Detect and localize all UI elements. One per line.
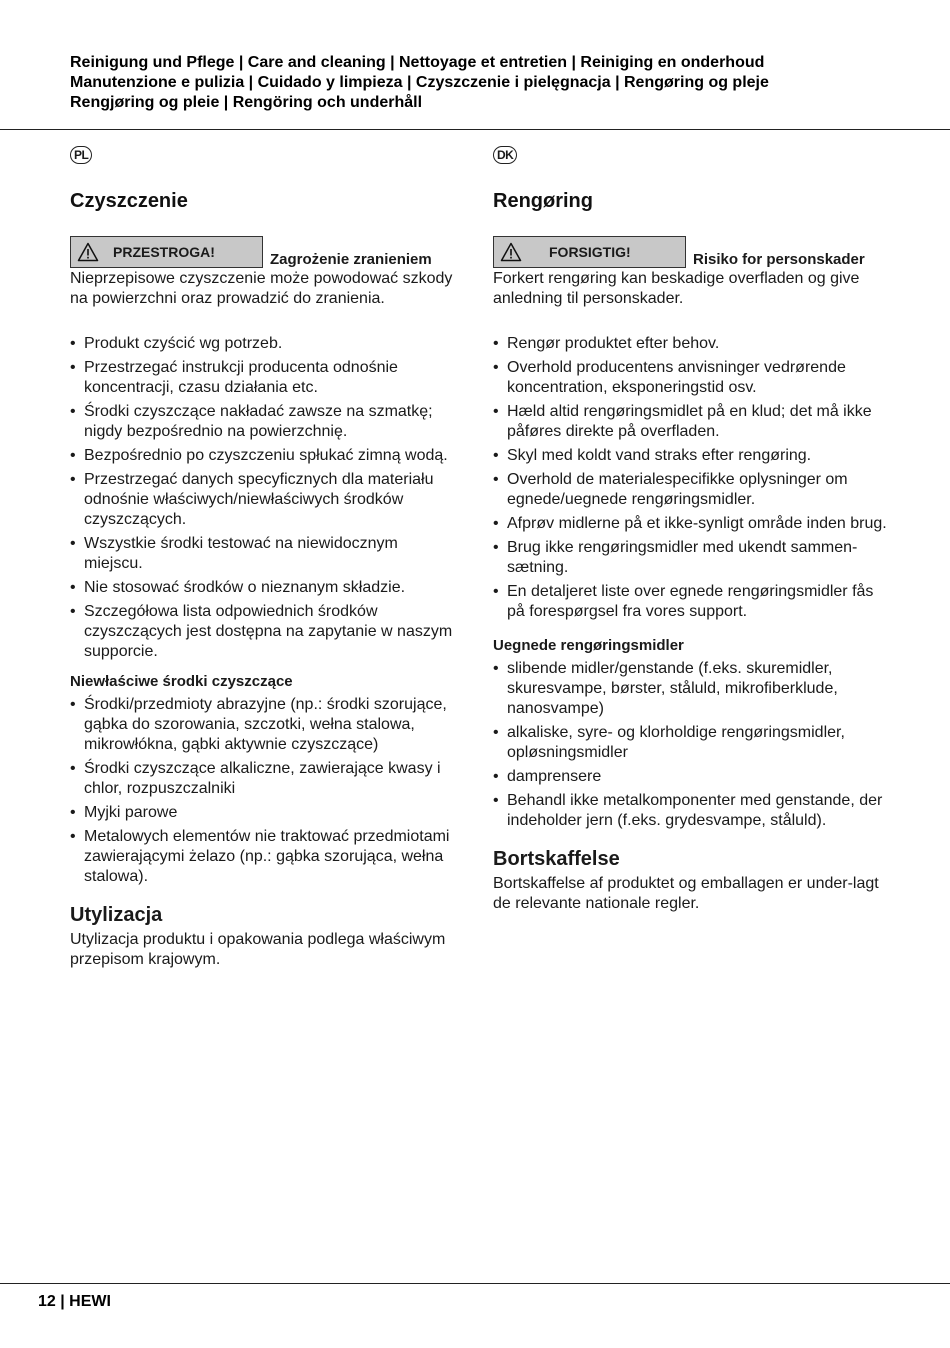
list-item: • damprensere <box>493 767 893 787</box>
header-divider <box>0 129 950 130</box>
disposal-text: Utylizacja produktu i opakowania podlega właściwym przepisom krajowym. <box>70 931 446 968</box>
list-item: • Metalowych elementów nie traktować przedmiotami zawierającymi żelazo (np.: gąbka szorująca, wełna stalowa). <box>70 827 460 887</box>
list-item: • Rengør produktet efter behov. <box>493 334 893 354</box>
header-line-3: Rengjøring og pleie | Rengöring och underhåll <box>70 94 423 111</box>
list-item: • Przestrzegać instrukcji producenta odnośnie koncentracji, czasu działania etc. <box>70 358 460 398</box>
warning-label: FORSIGTIG! <box>549 244 631 260</box>
list-item: • Afprøv midlerne på et ikke-synligt område inden brug. <box>493 514 893 534</box>
unsuitable-cleaners-list <box>70 695 460 887</box>
warning-triangle-icon <box>77 242 99 262</box>
column-dk <box>493 146 893 914</box>
list-item: • alkaliske, syre- og klorholdige rengøringsmidler, opløsningsmidler <box>493 723 893 763</box>
unsuitable-cleaners-list <box>493 659 893 831</box>
disposal-title: Bortskaffelse <box>493 848 620 870</box>
list-item: • Przestrzegać danych specyficznych dla materiału odnośnie właściwych/niewłaściwych środków czyszczących. <box>70 470 460 530</box>
list-item: • Środki/przedmioty abrazyjne (np.: środki szorujące, gąbka do szorowania, szczotki, wełna stalowa, mikrowłókna, gąbki aktywnie czyszczące) <box>70 695 460 755</box>
warning-intro: Nieprzepisowe czyszczenie może powodować szkody na powierzchni oraz prowadzić do zranienia. <box>70 270 453 307</box>
language-badge-dk: DK <box>493 146 517 164</box>
unsuitable-cleaners-title: Uegnede rengøringsmidler <box>493 637 684 654</box>
list-item: • Skyl med koldt vand straks efter rengøring. <box>493 446 893 466</box>
list-item: • Overhold de materialespecifikke oplysninger om egnede/uegnede rengøringsmidler. <box>493 470 893 510</box>
warning-notice-dk <box>493 236 893 268</box>
page-footer: 12 | HEWI <box>38 1293 111 1310</box>
list-item: • Behandl ikke metalkomponenter med genstande, der indeholder jern (f.eks. grydesvampe, ståluld). <box>493 791 893 831</box>
list-item: • En detaljeret liste over egnede rengøringsmidler fås på forespørgsel fra vores support. <box>493 582 893 622</box>
warning-intro: Forkert rengøring kan beskadige overfladen og give anledning til personskader. <box>493 270 860 307</box>
warning-label: PRZESTROGA! <box>113 244 215 260</box>
header-line-1: Reinigung und Pflege | Care and cleaning | Nettoyage et entretien | Reiniging en onderhoud <box>70 54 765 71</box>
list-item: • Wszystkie środki testować na niewidocznym miejscu. <box>70 534 460 574</box>
cleaning-instructions-list <box>493 334 893 622</box>
page-header <box>70 53 930 113</box>
language-badge-pl: PL <box>70 146 92 164</box>
section-title-cleaning-dk: Rengøring <box>493 190 593 212</box>
cleaning-instructions-list <box>70 334 460 662</box>
warning-notice-pl <box>70 236 460 268</box>
disposal-title: Utylizacja <box>70 904 163 926</box>
header-line-2: Manutenzione e pulizia | Cuidado y limpieza | Czyszczenie i pielęgnacja | Rengøring og pleje <box>70 74 769 91</box>
disposal-text: Bortskaffelse af produktet og emballagen er under-lagt de relevante nationale regler. <box>493 875 879 912</box>
list-item: • Bezpośrednio po czyszczeniu spłukać zimną wodą. <box>70 446 460 466</box>
warning-triangle-icon <box>500 242 522 262</box>
list-item: • Nie stosować środków o nieznanym składzie. <box>70 578 460 598</box>
warning-label-box <box>493 236 686 268</box>
warning-text: Zagrożenie zranieniem <box>270 250 432 268</box>
list-item: • Hæld altid rengøringsmidlet på en klud; det må ikke påføres direkte på overfladen. <box>493 402 893 442</box>
list-item: • Środki czyszczące nakładać zawsze na szmatkę; nigdy bezpośrednio na powierzchnię. <box>70 402 460 442</box>
column-pl <box>70 146 460 970</box>
list-item: • Overhold producentens anvisninger vedrørende koncentration, eksponeringstid osv. <box>493 358 893 398</box>
unsuitable-cleaners-title: Niewłaściwe środki czyszczące <box>70 673 293 690</box>
list-item: • Szczegółowa lista odpowiednich środków czyszczących jest dostępna na zapytanie w naszym supporcie. <box>70 602 460 662</box>
list-item: • Myjki parowe <box>70 803 460 823</box>
footer-divider <box>0 1283 950 1284</box>
list-item: • Brug ikke rengøringsmidler med ukendt sammen-sætning. <box>493 538 893 578</box>
section-title-cleaning-pl: Czyszczenie <box>70 190 188 212</box>
list-item: • slibende midler/genstande (f.eks. skuremidler, skuresvampe, børster, ståluld, mikrofiberklude, nanosvampe) <box>493 659 893 719</box>
list-item: • Środki czyszczące alkaliczne, zawierające kwasy i chlor, rozpuszczalniki <box>70 759 460 799</box>
warning-text: Risiko for personskader <box>693 250 865 268</box>
warning-label-box <box>70 236 263 268</box>
list-item: • Produkt czyścić wg potrzeb. <box>70 334 460 354</box>
